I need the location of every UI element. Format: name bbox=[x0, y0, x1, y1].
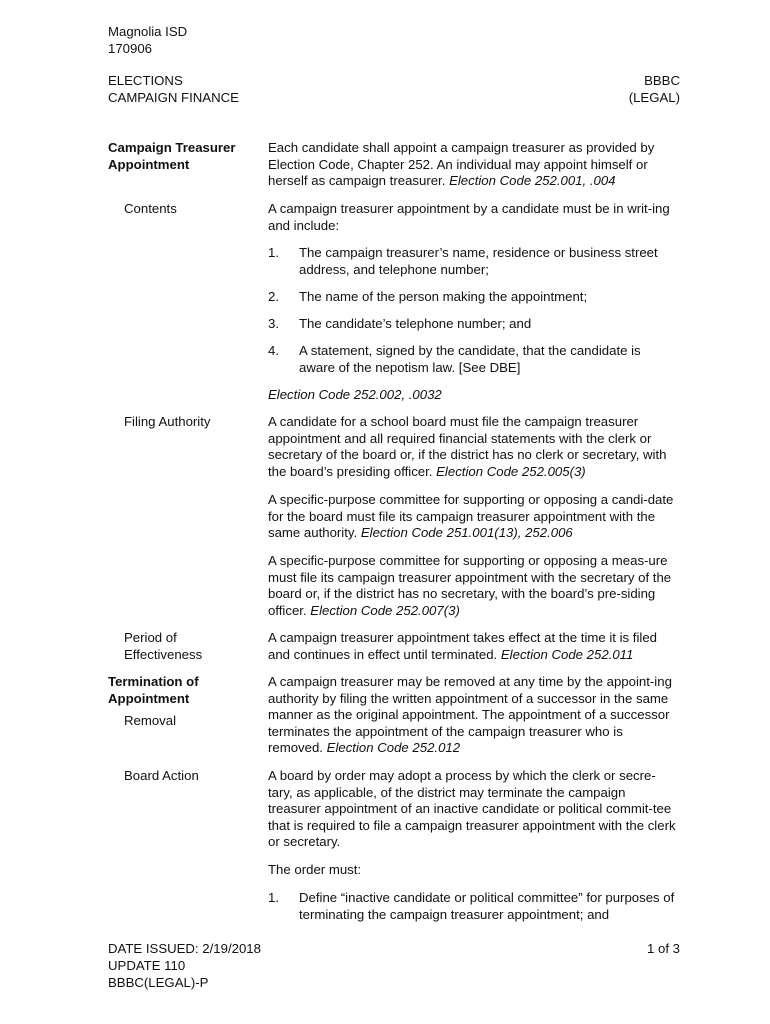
district-name: Magnolia ISD bbox=[108, 24, 188, 39]
header-right bbox=[629, 72, 680, 106]
paragraph-board-action: A board by order may adopt a process by which the clerk or secre-tary, as applicable, of the district may terminate the campaign treasurer appointment of an inactive candidate or political commit-tee that is required to file a campaign treasurer appointment with the clerk or secretary. bbox=[268, 768, 676, 849]
citation: Election Code 252.012 bbox=[326, 740, 461, 755]
header-section bbox=[108, 72, 239, 106]
footer-left bbox=[108, 940, 261, 991]
paragraph-contents: A campaign treasurer appointment by a candidate must be in writ-ing and include: bbox=[268, 201, 670, 233]
citation: Election Code 252.007(3) bbox=[310, 602, 460, 618]
policy-type: (LEGAL) bbox=[628, 90, 680, 105]
header-left bbox=[108, 23, 187, 57]
date-issued: DATE ISSUED: 2/19/2018 bbox=[108, 941, 261, 956]
paragraph-removal: A campaign treasurer may be removed at any time by the appoint-ing authority by filing the written appointment of a successor in the same manner as the original appointment. The appointment of a successor terminates the appointment of the campaign treasurer who is removed. Election Code 252.012 bbox=[268, 674, 672, 755]
policy-code: BBBC bbox=[644, 73, 680, 88]
paragraph-filing-1: A candidate for a school board must file the campaign treasurer appointment and all required financial statements with the clerk or secretary of the board or, if the district has no clerk or secretary, with the board’s presiding officer. Election Code 252.005(3) bbox=[268, 414, 667, 479]
label-board-action: Board Action bbox=[124, 768, 199, 783]
label-filing-authority: Filing Authority bbox=[124, 414, 211, 429]
label-removal: Removal bbox=[124, 713, 177, 728]
page-number: 1 of 3 bbox=[647, 941, 680, 956]
heading-campaign-treasurer: Campaign Treasurer Appointment bbox=[108, 140, 236, 172]
update-number: UPDATE 110 bbox=[108, 958, 186, 973]
label-period: Period of Effectiveness bbox=[124, 630, 203, 662]
section-title: ELECTIONS bbox=[108, 73, 183, 88]
heading-termination: Termination of Appointment bbox=[108, 674, 199, 706]
citation: Election Code 252.001, .004 bbox=[449, 173, 616, 188]
citation: Election Code 252.005(3) bbox=[436, 463, 586, 479]
citation: Election Code 252.011 bbox=[500, 646, 634, 662]
subsection-title: CAMPAIGN FINANCE bbox=[108, 90, 239, 105]
label-contents: Contents bbox=[124, 201, 177, 216]
citation: Election Code 251.001(13), 252.006 bbox=[360, 525, 573, 540]
district-code: 170906 bbox=[108, 41, 153, 56]
paragraph-period: A campaign treasurer appointment takes effect at the time it is filed and continues in effect until terminated. Election Code 252.011 bbox=[268, 630, 657, 662]
footer-code: BBBC(LEGAL)-P bbox=[108, 975, 209, 990]
paragraph-appointment: Each candidate shall appoint a campaign treasurer as provided by Election Code, Chapter 252. An individual may appoint himself or herself as campaign treasurer. Election Code 252.001, .004 bbox=[268, 140, 655, 188]
